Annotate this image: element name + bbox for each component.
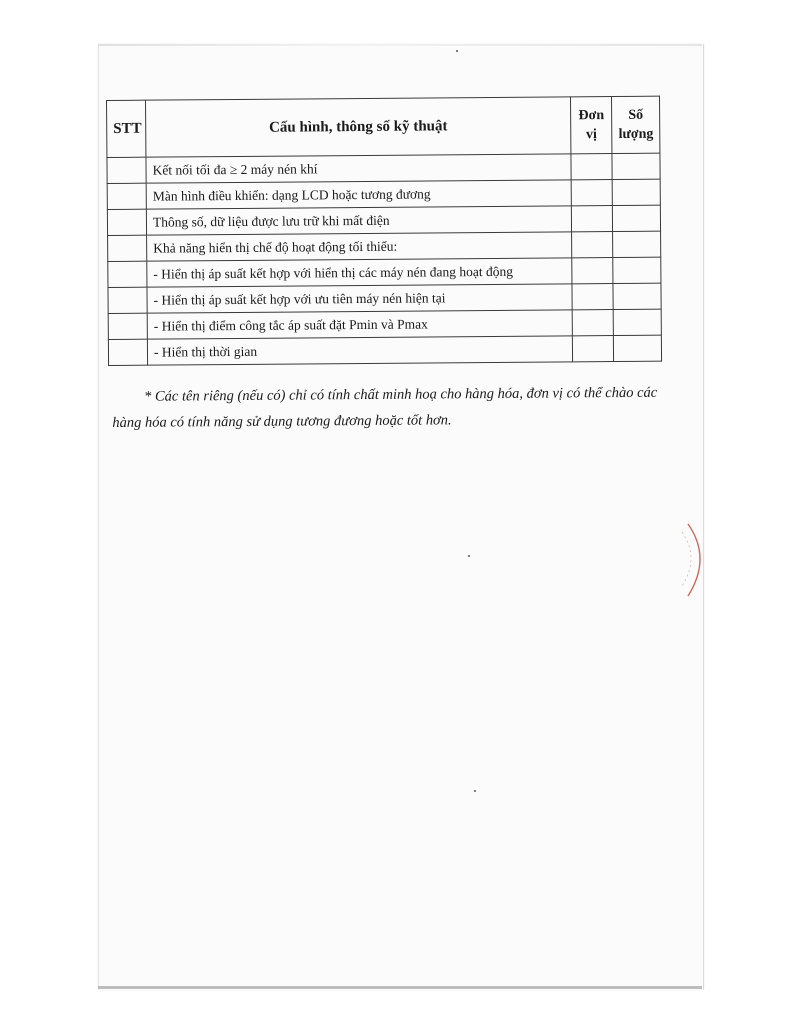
cell-spec: Màn hình điều khiển: dạng LCD hoặc tương đương (146, 180, 571, 209)
cell-unit (572, 336, 613, 362)
cell-qty (613, 309, 661, 335)
header-qty-line1: Số (628, 107, 644, 123)
cell-qty (613, 231, 661, 257)
cell-qty (612, 179, 660, 205)
cell-qty (614, 335, 662, 361)
cell-stt (108, 261, 147, 287)
cell-unit (572, 310, 613, 336)
cell-spec: - Hiển thị áp suất kết hợp với ưu tiên máy nén hiện tại (147, 284, 572, 313)
table-header-row (107, 96, 660, 157)
cell-spec: - Hiển thị điểm công tắc áp suất đặt Pmin và Pmax (147, 310, 572, 339)
header-unit-line2: vị (585, 127, 597, 143)
header-stt: STT (107, 100, 146, 157)
cell-unit (572, 232, 613, 258)
scan-speck (468, 555, 470, 557)
header-unit (571, 97, 613, 154)
footnote: * Các tên riêng (nếu có) chỉ có tính chất minh hoạ cho hàng hóa, đơn vị có thể chào các hàng hóa có tính năng sử dụng tương đương hoặc tốt hơn. (112, 384, 658, 431)
cell-spec: - Hiển thị thời gian (147, 336, 572, 365)
stamp-icon (660, 520, 720, 600)
cell-stt (108, 235, 147, 261)
cell-stt (107, 183, 146, 209)
header-qty-line2: lượng (618, 126, 654, 142)
cell-spec: Kết nối tối đa ≥ 2 máy nén khí (146, 154, 571, 183)
spec-table-wrapper (106, 96, 662, 366)
header-qty (612, 96, 660, 153)
scan-bottom-edge (98, 986, 702, 989)
cell-unit (571, 180, 612, 206)
cell-unit (571, 154, 612, 180)
cell-stt (108, 339, 147, 365)
cell-unit (571, 206, 612, 232)
cell-qty (612, 153, 660, 179)
spec-table (106, 96, 662, 366)
cell-stt (108, 287, 147, 313)
scan-speck (474, 790, 476, 792)
cell-stt (107, 157, 146, 183)
table-row (108, 335, 661, 365)
cell-unit (572, 258, 613, 284)
cell-qty (613, 205, 661, 231)
scan-speck (456, 50, 458, 52)
cell-spec: - Hiển thị áp suất kết hợp với hiển thị các máy nén đang hoạt động (147, 258, 572, 287)
cell-qty (613, 283, 661, 309)
cell-spec: Thông số, dữ liệu được lưu trữ khi mất điện (146, 206, 571, 235)
scan-top-edge (98, 44, 702, 46)
cell-stt (107, 209, 146, 235)
cell-unit (572, 284, 613, 310)
header-spec: Cấu hình, thông số kỹ thuật (146, 97, 571, 157)
cell-spec: Khả năng hiển thị chế độ hoạt động tối thiểu: (147, 232, 572, 261)
cell-qty (613, 257, 661, 283)
header-unit-line1: Đơn (578, 108, 605, 124)
cell-stt (108, 313, 147, 339)
